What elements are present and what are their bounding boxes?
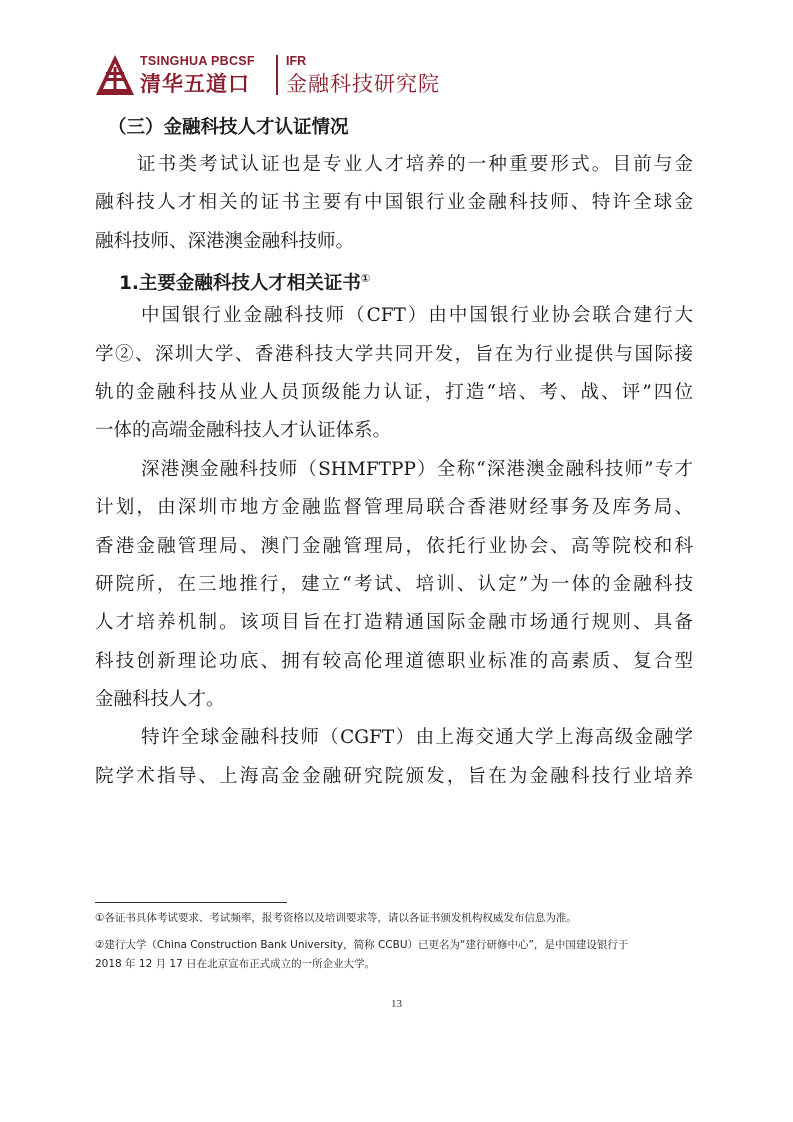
footnote-1: ①各证书具体考试要求、考试频率，报考资格以及培训要求等，请以各证书颁发机构权威发布信息为准。 [95,912,577,924]
text-line: 学②、深圳大学、香港科技大学共同开发，旨在为行业提供与国际接 [95,343,693,365]
paragraph-cgft [95,719,693,796]
text-line: 特许全球金融科技师（CGFT）由上海交通大学上海高级金融学 [141,727,693,749]
text-line: 金融科技人才。 [95,689,225,711]
text-line: 一体的高端金融科技人才认证体系。 [95,420,392,442]
section-heading: （三）金融科技人才认证情况 [108,117,349,138]
text-line: 深港澳金融科技师（SHMFTPP）全称“深港澳金融科技师”专才 [141,458,693,480]
paragraph-cft [95,297,693,451]
header-logo [95,53,440,99]
footnote-2 [95,936,695,974]
text-line: 计划，由深圳市地方金融监督管理局联合香港财经事务及库务局、 [95,497,693,519]
logo-divider [276,55,278,95]
page-number: 13 [391,998,402,1010]
logo-chinese-name: 清华五道口 [140,72,250,96]
text-line: 融科技人才相关的证书主要有中国银行业金融科技师、特许全球金 [95,192,693,214]
text-line: 人才培养机制。该项目旨在打造精通国际金融市场通行规则、具备 [95,612,693,634]
logo-english-name: TSINGHUA PBCSF [140,54,255,68]
text-line: 研院所，在三地推行，建立“考试、培训、认定”为一体的金融科技 [95,573,693,595]
footnote-ref: ① [360,272,371,286]
tsinghua-pbcsf-emblem-icon [95,54,135,96]
document-body [95,110,693,796]
text-line: 香港金融管理局、澳门金融管理局，依托行业协会、高等院校和科 [95,535,693,557]
text-line: 科技创新理论功底、拥有较高伦理道德职业标准的高素质、复合型 [95,650,693,672]
text-line: 融科技师、深港澳金融科技师。 [95,230,355,252]
footnote-2-line: ②建行大学（China Construction Bank University，简称 CCBU）已更名为“建行研修中心”，是中国建设银行于 [95,939,629,951]
text-line: 证书类考试认证也是专业人才培养的一种重要形式。目前与金 [137,154,693,175]
footnote-2-line: 2018 年 12 月 17 日在北京宣布正式成立的一所企业大学。 [95,958,376,970]
institute-english-abbr: IFR [286,54,307,68]
footnote-separator [95,902,287,903]
subsection-heading [95,261,693,297]
footnotes [95,909,695,982]
institute-chinese-name: 金融科技研究院 [286,72,440,96]
text-line: 中国银行业金融科技师（CFT）由中国银行业协会联合建行大 [141,305,693,327]
text-line: 轨的金融科技从业人员顶级能力认证，打造“培、考、战、评”四位 [95,381,693,403]
text-line: 院学术指导、上海高金金融研究院颁发，旨在为金融科技行业培养 [95,765,693,787]
paragraph-shmftpp [95,451,693,720]
subsection-heading-text: 1.主要金融科技人才相关证书 [119,273,361,295]
intro-paragraph [95,146,693,261]
